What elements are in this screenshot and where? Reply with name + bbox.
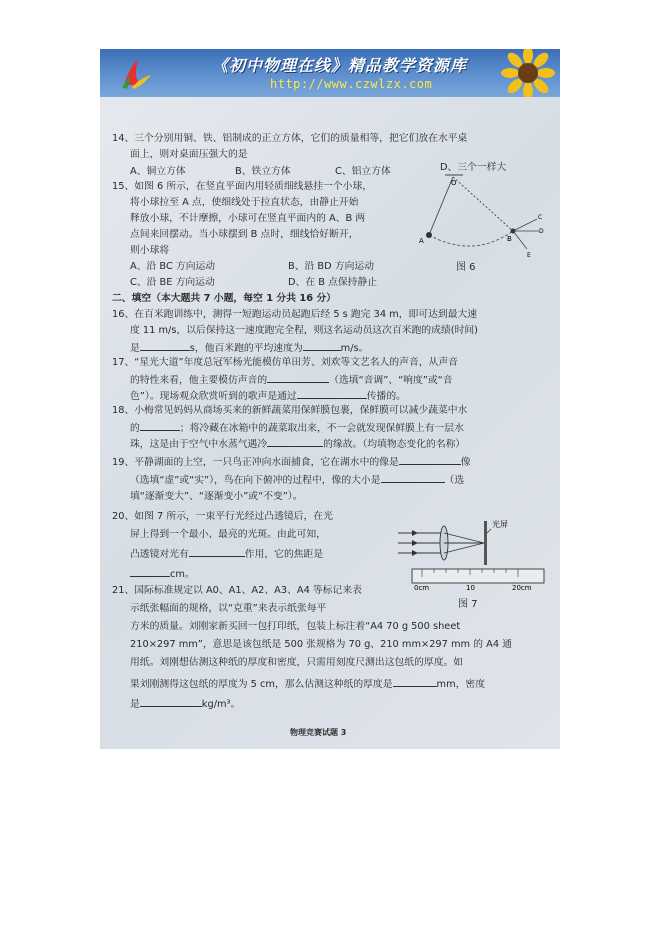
q18-blank-condensation[interactable] [267,435,323,447]
q16-line1: 16、在百米跑训练中，测得一短跑运动员起跑后经 5 s 跑完 34 m，即可达到最大速 [112,309,478,320]
fig7-caption: 图 7 [458,599,478,610]
q21-line5: 用纸。刘刚想估测这种纸的厚度和密度，只需用刻度尺测出这包纸的厚度。如 [130,657,464,668]
q16-text-b: s，他百米跑的平均速度为 [189,343,303,354]
q21-blank-density[interactable] [140,695,202,707]
q19-text-c: （选填“虚”或“实”），鸟在向下俯冲的过程中，像的大小是 [130,475,381,486]
q15-option-a: A、沿 BC 方向运动 [130,261,216,272]
q20-line4 [130,565,195,583]
q15-line2: 将小球拉至 A 点，使细线处于拉直状态，由静止开始 [130,197,359,208]
q19-blank-image-type[interactable] [399,453,461,465]
q20-blank-effect[interactable] [189,545,245,557]
banner-url[interactable]: http://www.czwlzx.com [270,77,433,91]
fig6-label-d: D [539,228,544,235]
q17-text-d: 传播的。 [366,391,406,402]
fig6-label-b: B [507,235,512,243]
q15-option-d: D、在 B 点保持静止 [288,277,378,288]
q20-blank-focal-length[interactable] [130,565,170,577]
q18-text-d: 的缘故。（均填物态变化的名称） [323,439,466,450]
lens-figure [392,515,552,593]
q20-line2: 屏上得到一个最小、最亮的光斑。由此可知， [130,529,326,540]
q20-text-b: 作用，它的焦距是 [244,549,324,560]
q14-line1: 14、三个分别用铜、铁、铝制成的正立方体，它们的质量相等，把它们放在水平桌 [112,133,468,144]
q18-text-a: 的 [130,423,140,434]
q19-line2 [130,471,464,489]
page-footer: 物理竞赛试题 3 [290,728,347,737]
section2-heading: 二、填空（本大题共 7 小题，每空 1 分共 16 分） [112,293,337,304]
q16-blank-speed[interactable] [303,339,341,351]
q21-blank-thickness[interactable] [393,675,437,687]
q15-line1: 15、如图 6 所示，在竖直平面内用轻质细线悬挂一个小球， [112,181,373,192]
q19-text-b: 像 [460,457,471,468]
q14-option-d: D、三个一样大 [440,162,507,173]
fig6-caption: 图 6 [456,262,476,273]
q16-text-a: 是 [130,343,140,354]
header-banner [100,49,560,97]
q17-text-b: （选填“音调”、“响度”或“音 [329,375,453,386]
q15-line5: 则小球将 [130,245,170,256]
q18-blank-evaporation[interactable] [140,419,180,431]
site-logo [118,55,154,91]
q14-option-a: A、铜立方体 [130,166,186,177]
sunflower-icon [500,49,556,97]
q20-text-c: cm。 [170,569,195,580]
fig6-label-e: E [527,252,531,259]
fig6-label-a: A [419,237,424,245]
q16-blank-time[interactable] [140,339,190,351]
q18-line3 [130,435,465,453]
q18-text-c: 珠，这是由于空气中水蒸气遇冷 [130,439,268,450]
q21-text-a: 果刘刚测得这包纸的厚度为 5 cm，那么估测这种纸的厚度是 [130,679,393,690]
fig7-tick-20: 20cm [512,584,532,592]
q15-option-c: C、沿 BE 方向运动 [130,277,215,288]
q20-line1: 20、如图 7 所示，一束平行光经过凸透镜后，在光 [112,511,333,522]
q21-line4: 210×297 mm”，意思是该包纸是 500 张规格为 70 g、210 mm×297 mm 的 A4 通 [130,639,512,650]
q15-line4: 点间来回摆动。当小球摆到 B 点时，细线恰好断开， [130,229,359,240]
q21-text-b: mm，密度 [436,679,486,690]
q19-blank-image-size[interactable] [381,471,445,483]
q14-option-c: C、铝立方体 [335,166,391,177]
q20-line3 [130,545,323,563]
q19-line1 [112,453,471,471]
fig6-label-o: O [451,179,457,187]
q17-line1: 17、“星光大道”年度总冠军杨光能模仿单田芳、刘欢等文艺名人的声音，从声音 [112,357,458,368]
q21-text-d: kg/m³。 [201,699,241,710]
q14-line2: 面上，则对桌面压强大的是 [130,149,248,160]
q15-line3: 释放小球，不计摩擦，小球可在竖直平面内的 A、B 两 [130,213,366,224]
q19-text-a: 19、平静湖面的上空，一只鸟正冲向水面捕食，它在湖水中的像是 [112,457,399,468]
q21-text-c: 是 [130,699,140,710]
pendulum-figure [415,169,545,259]
fig7-screen-label: 光屏 [492,520,508,529]
q20-text-a: 凸透镜对光有 [130,549,189,560]
q21-line2: 示纸张幅面的规格，以“克重”来表示纸张每平 [130,603,327,614]
q21-line3: 方米的质量。刘刚家新买回一包打印纸，包装上标注着“A4 70 g 500 sheet [130,621,461,632]
q21-line1: 21、国际标准规定以 A0、A1、A2、A3、A4 等标记来表 [112,585,362,596]
fig6-label-c: C [538,214,543,221]
q19-text-d: （选 [444,475,465,486]
q17-blank-characteristic[interactable] [267,371,329,383]
exam-page [100,97,560,749]
q15-option-b: B、沿 BD 方向运动 [288,261,374,272]
fig7-tick-10: 10 [466,584,475,592]
q14-option-b: B、铁立方体 [235,166,291,177]
q16-text-c: m/s。 [340,343,369,354]
q21-line7 [130,695,240,713]
q18-line1: 18、小梅常见妈妈从商场买来的新鲜蔬菜用保鲜膜包裹，保鲜膜可以减少蔬菜中水 [112,405,468,416]
q21-line6 [130,675,485,693]
q17-text-c: 色”）。现场观众欣赏听到的歌声是通过 [130,391,297,402]
q17-blank-medium[interactable] [297,387,367,399]
fig7-tick-0: 0cm [414,584,430,592]
q16-line2: 度 11 m/s，以后保持这一速度跑完全程，则这名运动员这次百米跑的成绩(时间) [130,325,478,336]
q19-line3: 填“逐渐变大”、“逐渐变小”或“不变”）。 [130,491,303,502]
q18-text-b: ；将冷藏在冰箱中的蔬菜取出来，不一会就发现保鲜膜上有一层水 [179,423,464,434]
q17-text-a: 的特性来看，他主要模仿声音的 [130,375,268,386]
banner-title: 《初中物理在线》精品教学资源库 [212,56,468,75]
